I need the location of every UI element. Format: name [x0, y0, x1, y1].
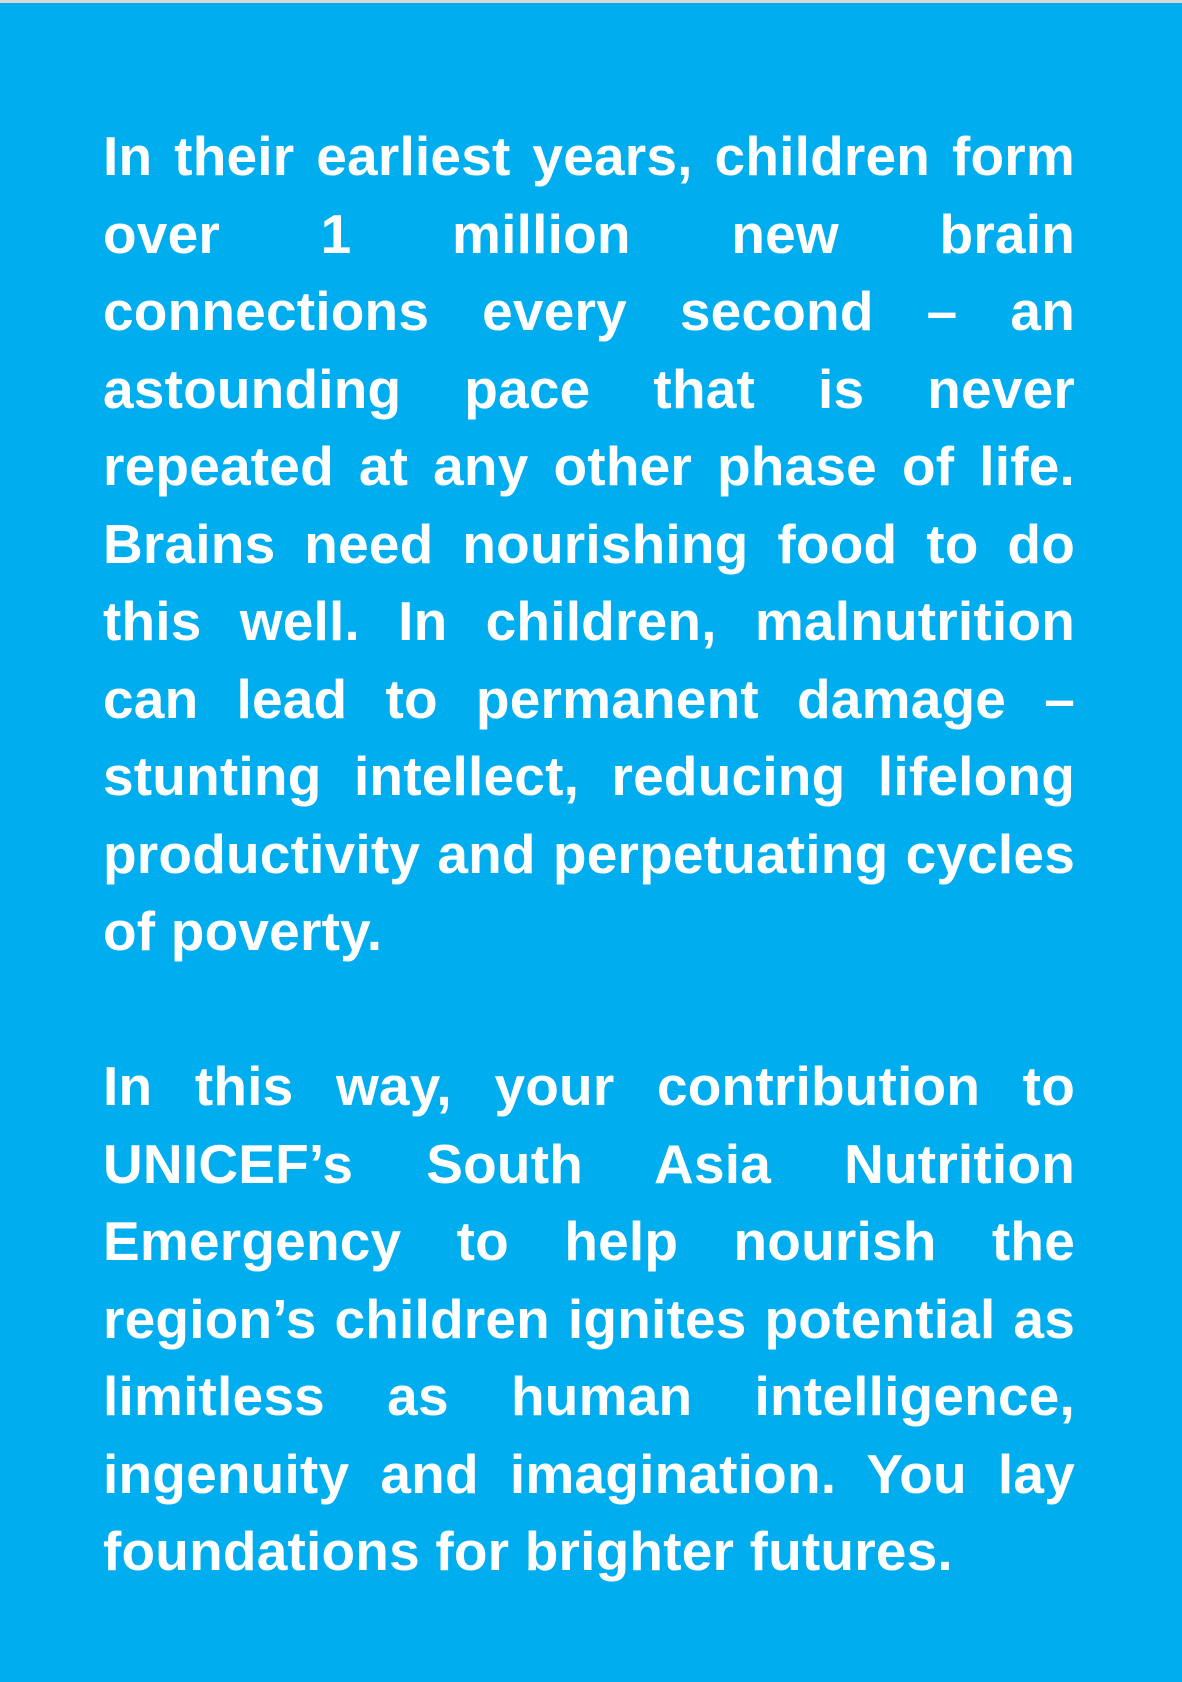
paragraph-brain-development: In their earliest years, children form over 1 million new brain connections every second – an astounding pace that is never repeated at any other phase of life. Brains need nourishing food to do this well. In children, malnutrition can lead to permanent damage – stunting intellect, reducing lifelong productivity and perpetuating cycles of poverty.: [103, 125, 1075, 962]
paragraph-contribution: In this way, your contribution to UNICEF’s South Asia Nutrition Emergency to help nourish the region’s children ignites potential as limitless as human intelligence, ingenuity and imagination. You lay foundations for brighter futures.: [103, 1055, 1075, 1582]
body-text: [103, 118, 1075, 1591]
